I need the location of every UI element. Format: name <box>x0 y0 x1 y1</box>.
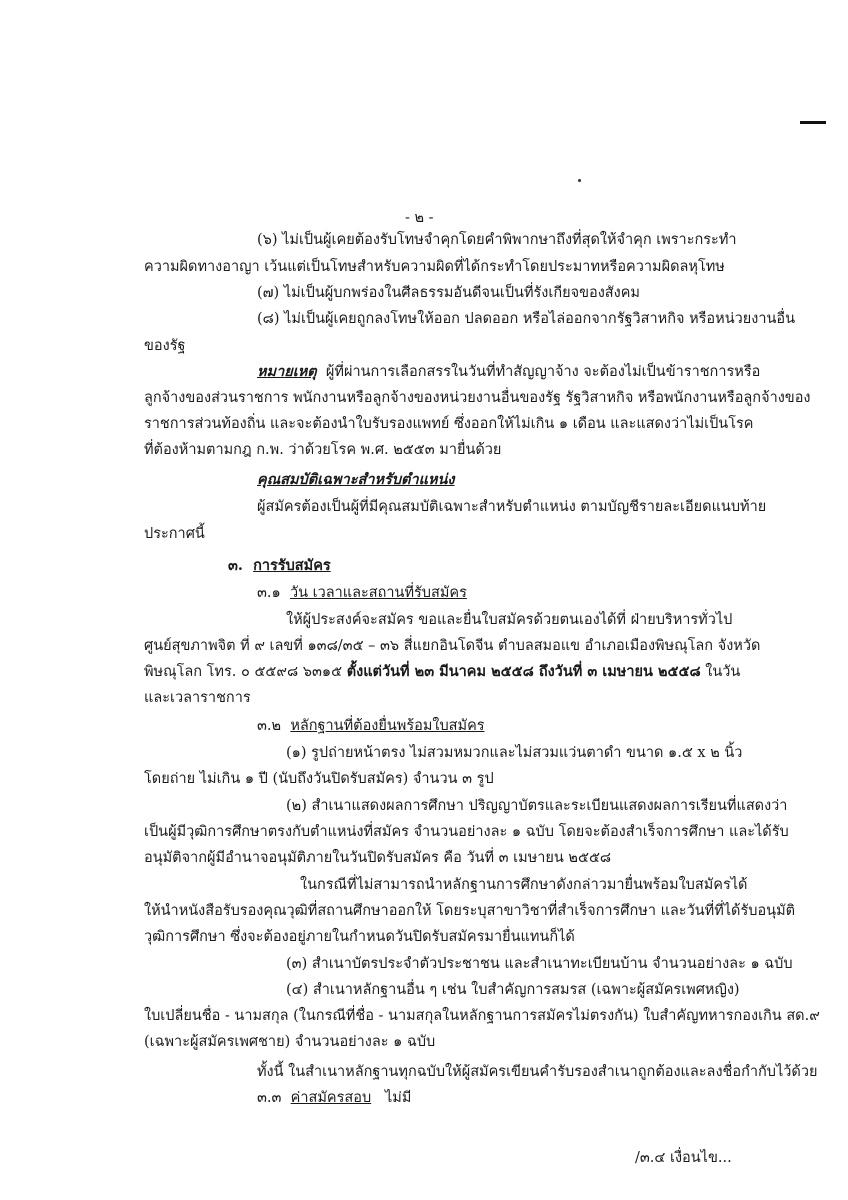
doc-4-line-2: ใบเปลี่ยนชื่อ - นามสกุล (ในกรณีที่ชื่อ - นามสกุลในหลักฐานการสมัครไม่ตรงกัน) ใบสำคัญทหารกองเกิน สด.๙ <box>144 1008 820 1024</box>
margin-mark <box>800 121 826 124</box>
heading-3-3-number: ๓.๓ <box>257 1090 282 1106</box>
heading-3-1 <box>257 583 467 603</box>
apply-line-1: ให้ผู้ประสงค์จะสมัคร ขอและยื่นใบสมัครด้วยตนเองได้ที่ ฝ่ายบริหารทั่วไป <box>286 612 733 628</box>
doc-4-line-1: (๔) สำเนาหลักฐานอื่น ๆ เช่น ใบสำคัญการสมรส (เฉพาะผู้สมัครเพศหญิง) <box>286 982 740 998</box>
note-line-4: ที่ต้องห้ามตามกฎ ก.พ. ว่าด้วยโรค พ.ศ. ๒๕๕๓ มายื่นด้วย <box>144 442 502 458</box>
doc-2-line-5: ให้นำหนังสือรับรองคุณวุฒิที่สถานศึกษาออกให้ โดยระบุสาขาวิชาที่สำเร็จการศึกษา และวันที่ที่ได้รับอนุมัติ <box>144 903 796 919</box>
item-6-line-2: ความผิดทางอาญา เว้นแต่เป็นโทษสำหรับความผิดที่ได้กระทำโดยประมาทหรือความผิดลหุโทษ <box>144 259 725 275</box>
scan-speck <box>578 179 581 182</box>
apply-line-2: ศูนย์สุขภาพจิต ที่ ๙ เลขที่ ๑๓๘/๓๕ – ๓๖ สี่แยกอินโดจีน ตำบลสมอแข อำเภอเมืองพิษณุโลก จังหวัด <box>144 638 761 654</box>
qualifications-line-1: ผู้สมัครต้องเป็นผู้ที่มีคุณสมบัติเฉพาะสำหรับตำแหน่ง ตามบัญชีรายละเอียดแนบท้าย <box>257 499 767 515</box>
apply-line-4: และเวลาราชการ <box>144 690 251 706</box>
note-line-3: ราชการส่วนท้องถิ่น และจะต้องนำใบรับรองแพทย์ ซึ่งออกให้ไม่เกิน ๑ เดือน และแสดงว่าไม่เป็นโรค <box>144 416 754 432</box>
note-text: ผู้ที่ผ่านการเลือกสรรในวันที่ทำสัญญาจ้าง จะต้องไม่เป็นข้าราชการหรือ <box>325 364 761 380</box>
item-7: (๗) ไม่เป็นผู้บกพร่องในศีลธรรมอันดีจนเป็นที่รังเกียจของสังคม <box>257 285 640 301</box>
page-number: - ๒ - <box>405 210 434 226</box>
item-8-line-2: ของรัฐ <box>144 338 186 354</box>
doc-4-line-3: (เฉพาะผู้สมัครเพศชาย) จำนวนอย่างละ ๑ ฉบับ <box>144 1034 436 1050</box>
item-6-line-1: (๖) ไม่เป็นผู้เคยต้องรับโทษจำคุกโดยคำพิพากษาถึงที่สุดให้จำคุก เพราะกระทำ <box>257 232 737 248</box>
heading-3-number: ๓. <box>228 557 243 574</box>
heading-3-1-number: ๓.๑ <box>257 585 281 601</box>
heading-3-3-title: ค่าสมัครสอบ <box>290 1090 372 1106</box>
doc-1-line-1: (๑) รูปถ่ายหน้าตรง ไม่สวมหมวกและไม่สวมแว่นตาดำ ขนาด ๑.๕ x ๒ นิ้ว <box>286 745 743 761</box>
note-line-2: ลูกจ้างของส่วนราชการ พนักงานหรือลูกจ้างของหน่วยงานอื่นของรัฐ รัฐวิสาหกิจ หรือพนักงานหรือลูกจ้างของ <box>144 390 811 406</box>
qualifications-line-2: ประกาศนี้ <box>144 526 205 542</box>
heading-3-title: การรับสมัคร <box>253 557 331 574</box>
doc-1-line-2: โดยถ่าย ไม่เกิน ๑ ปี (นับถึงวันปิดรับสมัคร) จำนวน ๓ รูป <box>144 771 494 787</box>
doc-3: (๓) สำเนาบัตรประจำตัวประชาชน และสำเนาทะเบียนบ้าน จำนวนอย่างละ ๑ ฉบับ <box>286 956 793 972</box>
heading-3-2-title: หลักฐานที่ต้องยื่นพร้อมใบสมัคร <box>290 718 485 734</box>
note-label: หมายเหตุ <box>257 363 317 380</box>
heading-3-2-number: ๓.๒ <box>257 718 282 734</box>
note-line-1 <box>257 362 760 382</box>
heading-3-2 <box>257 716 485 736</box>
doc-2-line-6: วุฒิการศึกษา ซึ่งจะต้องอยู่ภายในกำหนดวันปิดรับสมัครมายื่นแทนก็ได้ <box>144 929 575 945</box>
apply-date-range: ตั้งแต่วันที่ ๒๓ มีนาคม ๒๕๕๘ ถึงวันที่ ๓ เมษายน ๒๕๕๘ <box>346 663 701 680</box>
fee-value: ไม่มี <box>385 1090 412 1106</box>
apply-phone: พิษณุโลก โทร. ๐ ๕๕๙๘ ๖๓๑๕ <box>144 664 343 680</box>
heading-3-3 <box>257 1088 411 1108</box>
item-8-line-1: (๘) ไม่เป็นผู้เคยถูกลงโทษให้ออก ปลดออก หรือไล่ออกจากรัฐวิสาหกิจ หรือหน่วยงานอื่น <box>257 311 795 327</box>
doc-2-line-1: (๒) สำเนาแสดงผลการศึกษา ปริญญาบัตรและระเบียนแสดงผลการเรียนที่แสดงว่า <box>286 798 788 814</box>
certify-note: ทั้งนี้ ในสำเนาหลักฐานทุกฉบับให้ผู้สมัครเขียนคำรับรองสำเนาถูกต้องและลงชื่อกำกับไว้ด้วย <box>257 1064 818 1080</box>
continuation-footer: /๓.๔ เงื่อนไข... <box>635 1150 732 1166</box>
apply-day-label: ในวัน <box>705 664 741 680</box>
doc-2-line-2: เป็นผู้มีวุฒิการศึกษาตรงกับตำแหน่งที่สมัคร จำนวนอย่างละ ๑ ฉบับ โดยจะต้องสำเร็จการศึกษา และได้รับ <box>144 824 789 840</box>
heading-qualifications: คุณสมบัติเฉพาะสำหรับตำแหน่ง <box>257 471 455 488</box>
apply-line-3 <box>144 662 740 682</box>
doc-2-line-3: อนุมัติจากผู้มีอำนาจอนุมัติภายในวันปิดรับสมัคร คือ วันที่ ๓ เมษายน ๒๕๕๘ <box>144 850 612 866</box>
doc-2-line-4: ในกรณีที่ไม่สามารถนำหลักฐานการศึกษาดังกล่าวมายื่นพร้อมใบสมัครได้ <box>300 877 748 893</box>
heading-3-1-title: วัน เวลาและสถานที่รับสมัคร <box>289 585 467 601</box>
heading-3 <box>228 556 331 576</box>
